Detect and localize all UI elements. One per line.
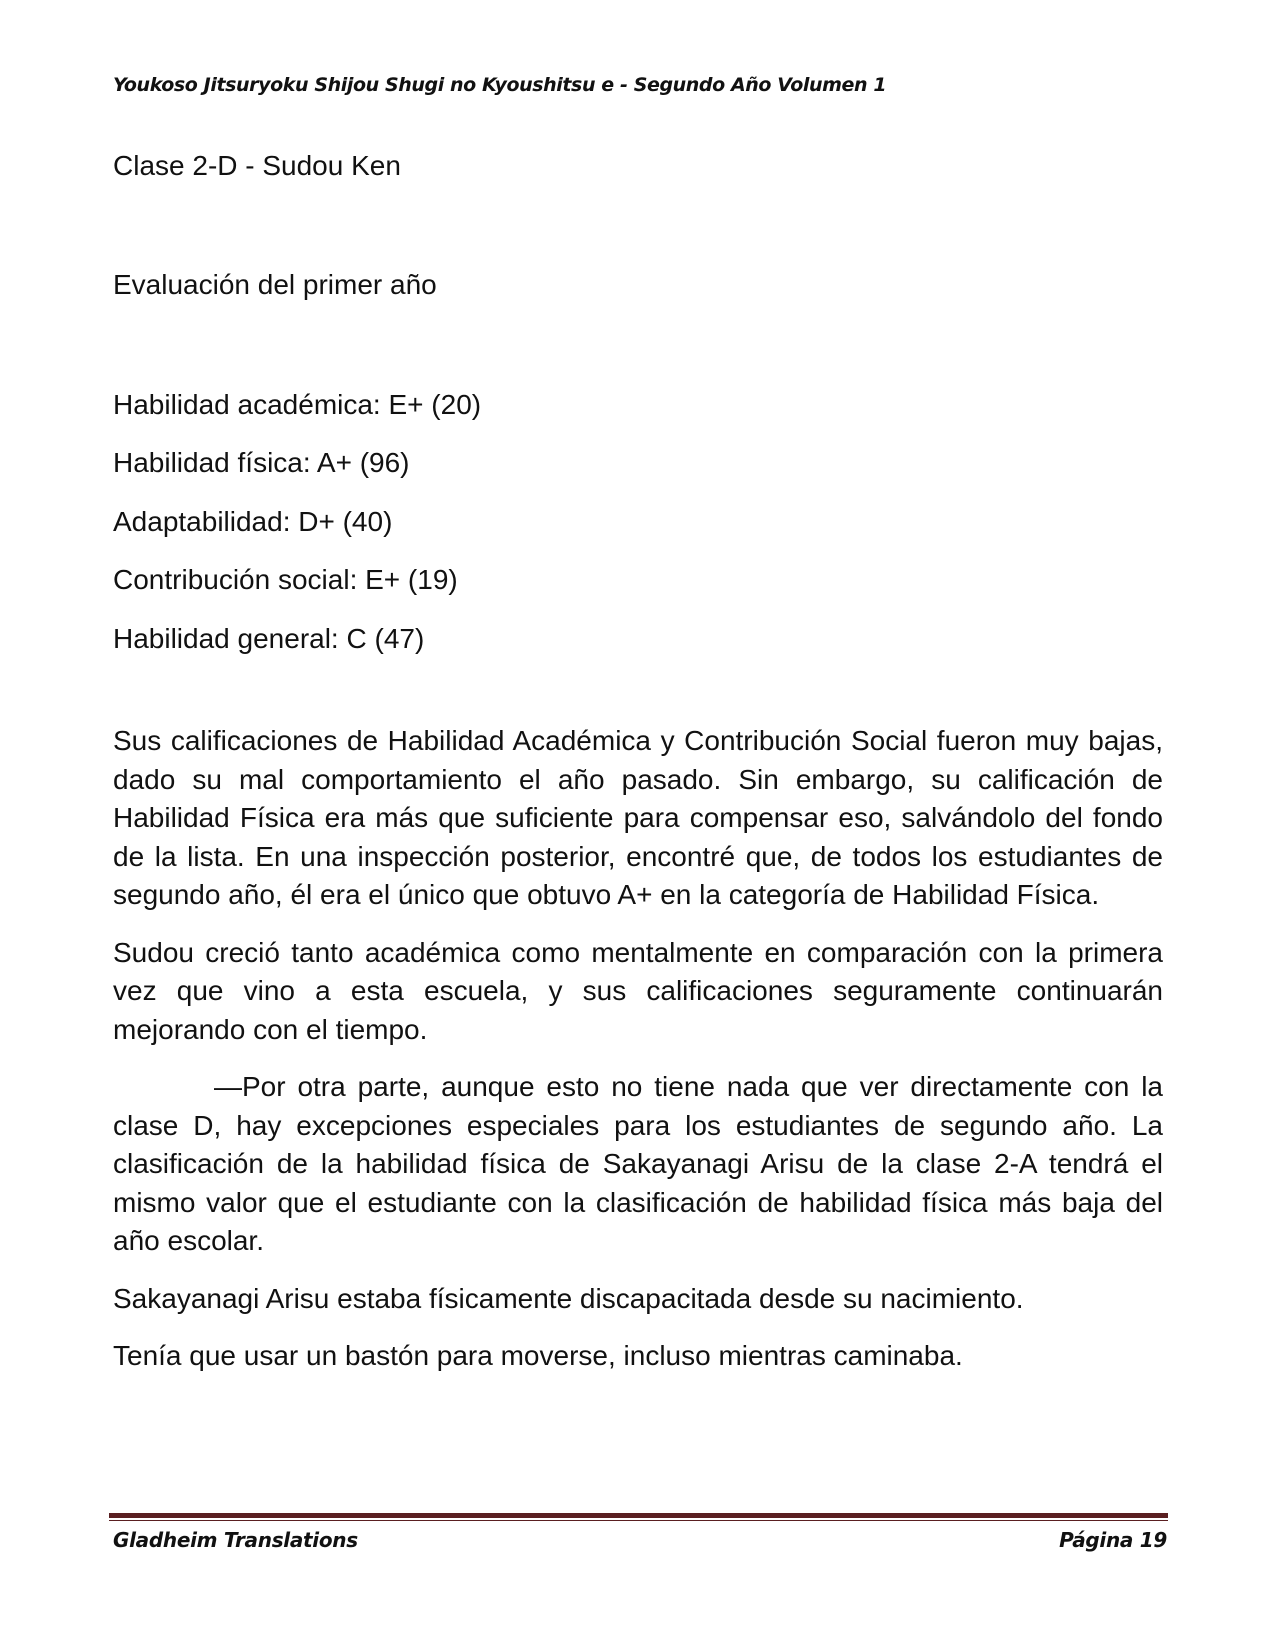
footer-page-number: Página 19 (1059, 1528, 1167, 1552)
stat-social-contribution: Contribución social: E+ (19) (113, 564, 458, 595)
body-paragraphs (113, 722, 1163, 1376)
footer-publisher: Gladheim Translations (113, 1528, 358, 1552)
paragraph: Sus calificaciones de Habilidad Académica y Contribución Social fueron muy bajas, dado su mal comportamiento el año pasado. Sin embargo, su calificación de Habilidad Física era más que suficiente para compensar eso, salvándolo del fondo de la lista. En una inspección posterior, encontré que, de todos los estudiantes de segundo año, él era el único que obtuvo A+ en la categoría de Habilidad Física. (113, 725, 1163, 910)
stat-academic: Habilidad académica: E+ (20) (113, 388, 482, 420)
class-line: Clase 2-D - Sudou Ken (113, 150, 401, 181)
paragraph: Tenía que usar un bastón para moverse, incluso mientras caminaba. (113, 1340, 963, 1371)
footer-divider (109, 1513, 1168, 1521)
page-body (113, 147, 1163, 1395)
stat-physical: Habilidad física: A+ (96) (113, 447, 410, 478)
paragraph: —Por otra parte, aunque esto no tiene nada que ver directamente con la clase D, hay excepciones especiales para los estudiantes de segundo año. La clasificación de la habilidad física de Sakayanagi Arisu de la clase 2-A tendrá el mismo valor que el estudiante con la clasificación de habilidad física más baja del año escolar. (113, 1071, 1163, 1256)
paragraph: Sudou creció tanto académica como mentalmente en comparación con la primera vez que vino a esta escuela, y sus calificaciones seguramente continuarán mejorando con el tiempo. (113, 936, 1163, 1045)
evaluation-title: Evaluación del primer año (113, 269, 437, 300)
stat-overall: Habilidad general: C (47) (113, 622, 425, 654)
paragraph: Sakayanagi Arisu estaba físicamente discapacitada desde su nacimiento. (113, 1282, 1024, 1314)
stats-list (113, 386, 1163, 659)
page-header-title: Youkoso Jitsuryoku Shijou Shugi no Kyoushitsu e - Segundo Año Volumen 1 (113, 74, 887, 96)
stat-adaptability: Adaptabilidad: D+ (40) (113, 505, 393, 537)
